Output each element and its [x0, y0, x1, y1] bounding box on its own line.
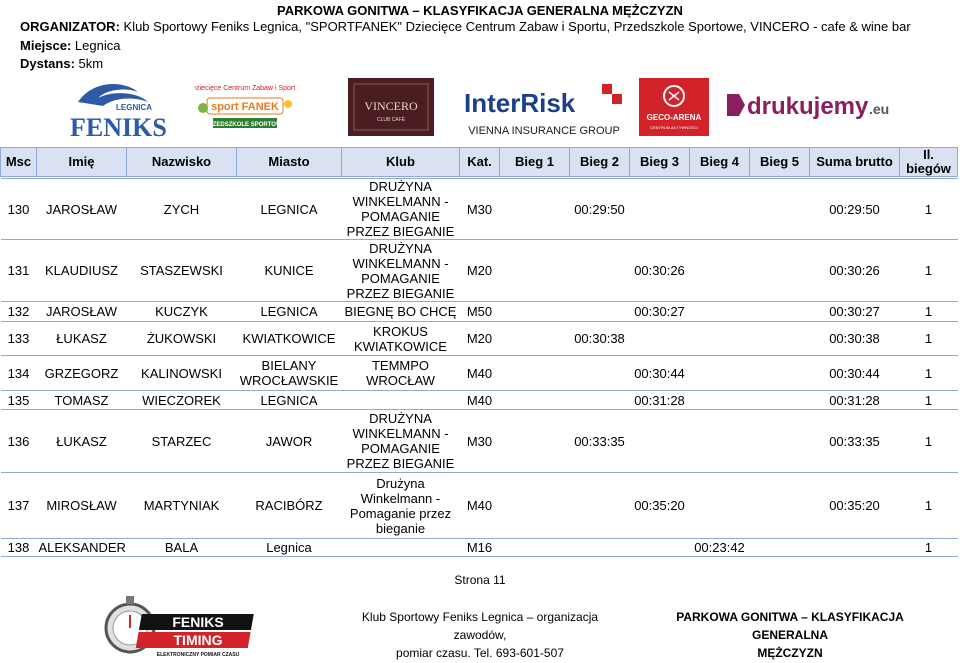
table-row	[1, 179, 958, 240]
cell-bieg2: 00:30:38	[570, 322, 630, 356]
cell-imie: ŁUKASZ	[37, 410, 127, 473]
cell-msc: 137	[1, 473, 37, 539]
cell-bieg2	[570, 473, 630, 539]
cell-nazwisko: STASZEWSKI	[127, 240, 237, 302]
table-row	[1, 240, 958, 302]
results-table	[0, 147, 958, 557]
feniks-city-text: LEGNICA	[116, 103, 152, 112]
cell-kat: M30	[460, 179, 500, 240]
timing-top-text: FENIKS	[172, 614, 224, 630]
cell-msc: 132	[1, 302, 37, 322]
cell-bieg1	[500, 179, 570, 240]
cell-bieg3	[630, 322, 690, 356]
cell-klub: DRUŻYNA WINKELMANN - POMAGANIE PRZEZ BIEGANIE	[342, 179, 460, 240]
interrisk-name-text: InterRisk	[464, 88, 576, 118]
col-header-bieg5: Bieg 5	[750, 148, 810, 177]
cell-bieg5	[750, 356, 810, 391]
cell-nazwisko: STARZEC	[127, 410, 237, 473]
cell-klub: BIEGNĘ BO CHCĘ	[342, 302, 460, 322]
col-header-bieg1: Bieg 1	[500, 148, 570, 177]
cell-bieg5	[750, 302, 810, 322]
cell-klub: DRUŻYNA WINKELMANN - POMAGANIE PRZEZ BIEGANIE	[342, 410, 460, 473]
cell-bieg2	[570, 391, 630, 410]
cell-il-biegow: 1	[900, 322, 958, 356]
timing-bottom-text: TIMING	[173, 632, 223, 648]
cell-bieg3: 00:31:28	[630, 391, 690, 410]
cell-bieg3: 00:30:26	[630, 240, 690, 302]
cell-suma: 00:35:20	[810, 473, 900, 539]
cell-bieg1	[500, 391, 570, 410]
cell-imie: ALEKSANDER	[38, 540, 126, 555]
cell-suma: 00:30:38	[810, 322, 900, 356]
cell-miasto: LEGNICA	[237, 391, 342, 410]
cell-bieg5	[750, 539, 810, 557]
vincero-name-text: VINCERO	[364, 99, 418, 113]
sport-name-text: sport FANEK	[211, 101, 279, 113]
distance-value: 5km	[74, 56, 104, 71]
place-line	[20, 38, 120, 53]
cell-kat: M40	[460, 356, 500, 391]
cell-il-biegow: 1	[900, 179, 958, 240]
interrisk-sub-text: VIENNA INSURANCE GROUP	[468, 125, 620, 137]
cell-kat: M50	[460, 302, 500, 322]
cell-klub	[342, 539, 460, 557]
table-row	[1, 322, 958, 356]
cell-il-biegow: 1	[900, 410, 958, 473]
cell-msc: 136	[1, 410, 37, 473]
table-row	[1, 473, 958, 539]
col-header-suma: Suma brutto	[810, 148, 900, 177]
col-header-bieg2: Bieg 2	[570, 148, 630, 177]
cell-msc: 134	[1, 356, 37, 391]
cell-kat: M20	[460, 240, 500, 302]
cell-bieg5	[750, 240, 810, 302]
cell-bieg4	[690, 322, 750, 356]
footer-organizer-line2: pomiar czasu. Tel. 693-601-507	[396, 646, 564, 660]
cell-miasto: BIELANY WROCŁAWSKIE	[237, 356, 342, 391]
cell-nazwisko: BALA	[127, 539, 237, 557]
vincero-sub-text: CLUB CAFÉ	[376, 117, 406, 123]
cell-miasto: LEGNICA	[237, 179, 342, 240]
geco-arena-logo	[639, 78, 709, 136]
cell-bieg2: 00:29:50	[570, 179, 630, 240]
table-row	[1, 356, 958, 391]
cell-bieg3: 00:30:27	[630, 302, 690, 322]
cell-bieg1	[500, 322, 570, 356]
table-row	[1, 391, 958, 410]
cell-suma	[810, 539, 900, 557]
col-header-miasto: Miasto	[237, 148, 342, 177]
geco-sub-text: CENTRUM AKTYWNOŚCI	[650, 125, 698, 130]
vincero-logo	[348, 78, 434, 136]
cell-miasto: Legnica	[237, 539, 342, 557]
drukujemy-suffix-text: .eu	[869, 101, 890, 117]
col-header-il-biegow: Il. biegów	[900, 148, 958, 177]
cell-kat: M40	[460, 473, 500, 539]
cell-nazwisko: WIECZOREK	[127, 391, 237, 410]
table-row	[1, 410, 958, 473]
cell-bieg4	[690, 473, 750, 539]
page-number: Strona 11	[454, 573, 506, 587]
cell-nazwisko: MARTYNIAK	[127, 473, 237, 539]
interrisk-logo	[462, 78, 626, 138]
col-header-klub: Klub	[342, 148, 460, 177]
organizer-line	[20, 19, 911, 34]
cell-bieg4	[690, 356, 750, 391]
cell-bieg5	[750, 410, 810, 473]
footer-title	[640, 608, 940, 662]
feniks-legnica-logo	[68, 80, 168, 138]
cell-klub: TEMMPO WROCŁAW	[342, 356, 460, 391]
footer-title-line2: MĘŻCZYZN	[757, 646, 823, 660]
cell-bieg1	[500, 356, 570, 391]
cell-bieg3	[630, 410, 690, 473]
cell-bieg2	[570, 356, 630, 391]
cell-msc: 138	[1, 539, 37, 557]
cell-bieg3: 00:30:44	[630, 356, 690, 391]
sportfanek-logo	[195, 80, 295, 138]
cell-il-biegow: 1	[900, 240, 958, 302]
cell-bieg1	[500, 302, 570, 322]
geco-name-text: GECO-ARENA	[646, 113, 702, 122]
col-header-imie: Imię	[37, 148, 127, 177]
cell-miasto: KUNICE	[237, 240, 342, 302]
cell-kat: M20	[460, 322, 500, 356]
cell-il-biegow: 1	[900, 356, 958, 391]
timing-sub-text: ELEKTRONICZNY POMIAR CZASU	[156, 652, 240, 658]
col-header-bieg4: Bieg 4	[690, 148, 750, 177]
cell-bieg1	[500, 240, 570, 302]
cell-msc: 130	[1, 179, 37, 240]
col-header-bieg3: Bieg 3	[630, 148, 690, 177]
cell-bieg5	[750, 322, 810, 356]
cell-klub: DRUŻYNA WINKELMANN - POMAGANIE PRZEZ BIEGANIE	[342, 240, 460, 302]
cell-suma: 00:30:26	[810, 240, 900, 302]
organizer-value: Klub Sportowy Feniks Legnica, "SPORTFANEK" Dziecięce Centrum Zabaw i Sportu, Przedszkole Sportowe, VINCERO - cafe & wine bar	[119, 19, 911, 34]
cell-bieg4	[690, 410, 750, 473]
cell-msc: 131	[1, 240, 37, 302]
organizer-label: ORGANIZATOR:	[20, 19, 120, 34]
cell-bieg3: 00:35:20	[630, 473, 690, 539]
cell-il-biegow: 1	[900, 302, 958, 322]
cell-bieg5	[750, 179, 810, 240]
cell-miasto: LEGNICA	[237, 302, 342, 322]
sponsor-logos	[60, 76, 920, 140]
cell-bieg2: 00:33:35	[570, 410, 630, 473]
feniks-timing-logo	[100, 590, 260, 660]
cell-kat: M16	[460, 539, 500, 557]
cell-il-biegow: 1	[900, 539, 958, 557]
cell-bieg4	[690, 302, 750, 322]
cell-kat: M30	[460, 410, 500, 473]
cell-bieg1	[500, 539, 570, 557]
cell-suma: 00:30:27	[810, 302, 900, 322]
drukujemy-name-text: drukujemy	[747, 93, 869, 120]
cell-bieg4: 00:23:42	[690, 539, 750, 557]
cell-miasto: RACIBÓRZ	[237, 473, 342, 539]
cell-suma: 00:33:35	[810, 410, 900, 473]
cell-bieg4	[690, 391, 750, 410]
cell-nazwisko: ŻUKOWSKI	[127, 322, 237, 356]
drukujemy-logo	[725, 88, 895, 122]
cell-il-biegow: 1	[900, 473, 958, 539]
sport-sub-text: PRZEDSZKOLE SPORTOWE	[204, 122, 286, 128]
cell-klub: Drużyna Winkelmann - Pomaganie przez bieganie	[342, 473, 460, 539]
cell-kat: M40	[460, 391, 500, 410]
cell-imie: GRZEGORZ	[37, 356, 127, 391]
place-label: Miejsce:	[20, 38, 72, 53]
table-header-row	[1, 148, 958, 177]
cell-bieg3	[630, 539, 690, 557]
table-row	[1, 539, 958, 557]
cell-nazwisko: ZYCH	[127, 179, 237, 240]
cell-bieg5	[750, 391, 810, 410]
cell-suma: 00:30:44	[810, 356, 900, 391]
cell-imie: ŁUKASZ	[37, 322, 127, 356]
cell-miasto: KWIATKOWICE	[237, 322, 342, 356]
sport-top-text: Dziecięce Centrum Zabaw i Sportu	[195, 85, 295, 92]
cell-bieg1	[500, 410, 570, 473]
cell-nazwisko: KALINOWSKI	[127, 356, 237, 391]
table-row	[1, 302, 958, 322]
place-value: Legnica	[71, 38, 121, 53]
col-header-kat: Kat.	[460, 148, 500, 177]
cell-suma: 00:31:28	[810, 391, 900, 410]
cell-bieg2	[570, 539, 630, 557]
cell-bieg2	[570, 240, 630, 302]
footer-organizer-line1: Klub Sportowy Feniks Legnica – organizacja zawodów,	[361, 610, 599, 642]
cell-bieg4	[690, 240, 750, 302]
cell-klub: KROKUS KWIATKOWICE	[342, 322, 460, 356]
distance-line	[20, 56, 103, 71]
cell-imie: JAROSŁAW	[37, 179, 127, 240]
cell-nazwisko: KUCZYK	[127, 302, 237, 322]
cell-msc: 133	[1, 322, 37, 356]
cell-suma: 00:29:50	[810, 179, 900, 240]
col-header-nazwisko: Nazwisko	[127, 148, 237, 177]
feniks-name-text: FENIKS	[70, 113, 167, 138]
cell-bieg2	[570, 302, 630, 322]
cell-imie: TOMASZ	[37, 391, 127, 410]
cell-imie: JAROSŁAW	[37, 302, 127, 322]
cell-bieg1	[500, 473, 570, 539]
cell-imie: MIROSŁAW	[37, 473, 127, 539]
col-header-msc: Msc	[1, 148, 37, 177]
distance-label: Dystans:	[20, 56, 75, 71]
cell-imie: KLAUDIUSZ	[37, 240, 127, 302]
cell-bieg4	[690, 179, 750, 240]
cell-miasto: JAWOR	[237, 410, 342, 473]
page-title: PARKOWA GONITWA – KLASYFIKACJA GENERALNA MĘŻCZYZN	[277, 3, 683, 18]
footer-title-line1: PARKOWA GONITWA – KLASYFIKACJA GENERALNA	[676, 610, 904, 642]
cell-klub	[342, 391, 460, 410]
cell-bieg3	[630, 179, 690, 240]
cell-msc: 135	[1, 391, 37, 410]
footer-organizer	[335, 608, 625, 662]
cell-bieg5	[750, 473, 810, 539]
cell-il-biegow: 1	[900, 391, 958, 410]
